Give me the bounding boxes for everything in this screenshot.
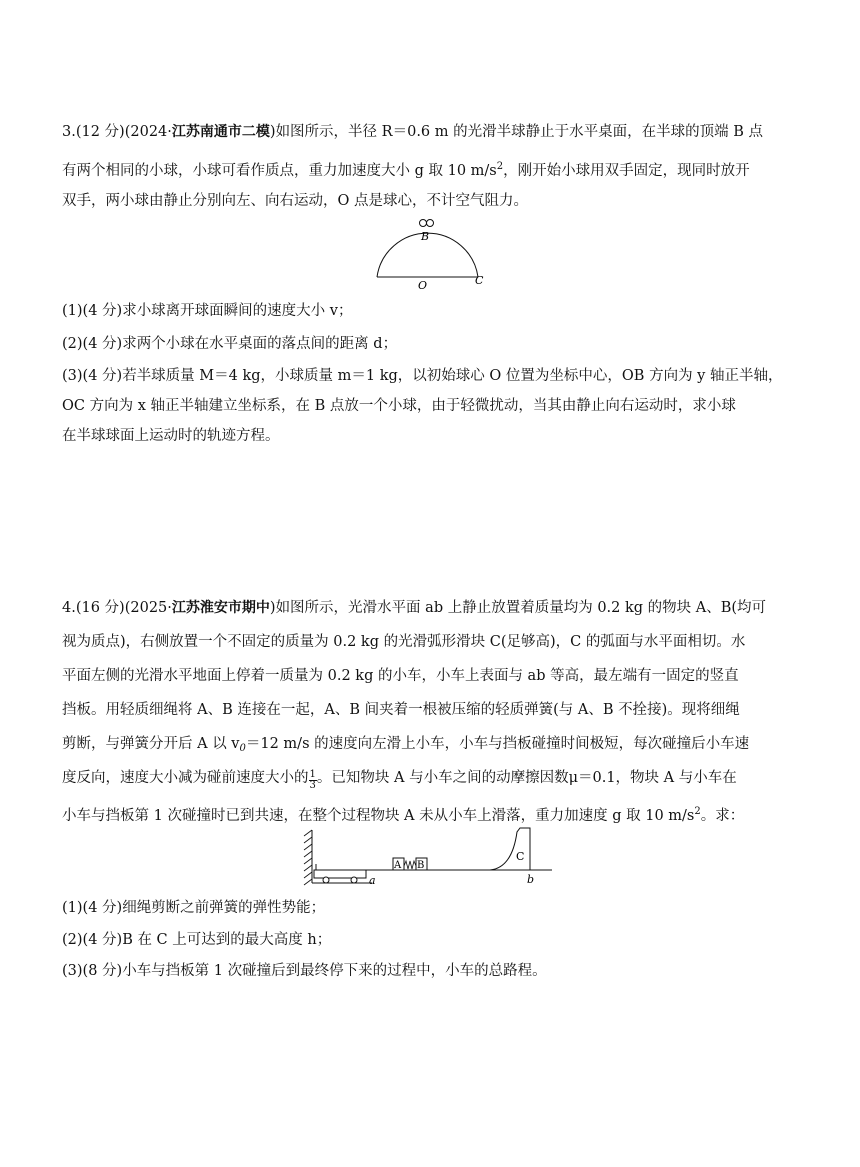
label-C: C bbox=[516, 850, 525, 863]
q4-stem-line6-a: 度反向，速度大小减为碰前速度大小的 bbox=[62, 770, 309, 786]
ball-left bbox=[420, 220, 427, 227]
q4-source: 江苏淮安市期中 bbox=[171, 600, 270, 616]
q3-number: 3. bbox=[62, 124, 76, 140]
q3-source-open: (2024· bbox=[124, 124, 172, 140]
q3-header-line bbox=[62, 122, 763, 142]
q4-stem-line7-b: 。求： bbox=[700, 808, 745, 824]
label-a: a bbox=[369, 874, 376, 887]
cart-wheel-left bbox=[323, 877, 329, 883]
q4-number: 4. bbox=[62, 600, 76, 616]
label-B: B bbox=[421, 230, 430, 243]
q3-hemisphere-figure bbox=[365, 215, 495, 293]
q4-sub1: (1)(4 分)细绳剪断之前弹簧的弹性势能； bbox=[62, 900, 326, 916]
q4-sub3: (3)(8 分)小车与挡板第 1 次碰撞后到最终停下来的过程中，小车的总路程。 bbox=[62, 963, 547, 979]
q4-score: (16 分) bbox=[75, 600, 125, 616]
q3-stem-line2 bbox=[62, 157, 750, 181]
q4-header-line bbox=[62, 598, 766, 618]
q4-stem-line5-sub: 0 bbox=[239, 743, 246, 754]
q4-stem-line7 bbox=[62, 802, 744, 826]
slider-C bbox=[490, 828, 530, 870]
label-C: C bbox=[475, 274, 484, 287]
fraction-one-third bbox=[309, 770, 317, 791]
wall-hatching bbox=[304, 830, 312, 885]
cart-wheel-right bbox=[351, 877, 357, 883]
ball-right bbox=[427, 220, 434, 227]
q4-stem-line6-b: 。已知物块 A 与小车之间的动摩擦因数μ＝0.1，物块 A 与小车在 bbox=[316, 770, 737, 786]
q3-sub2: (2)(4 分)求两个小球在水平桌面的落点间的距离 d； bbox=[62, 336, 398, 352]
q3-stem-line2-b: ，刚开始小球用双手固定，现同时放开 bbox=[503, 163, 750, 179]
q4-stem-line7-a: 小车与挡板第 1 次碰撞时已到共速，在整个过程物块 A 未从小车上滑落，重力加速度 g 取 10 m/s bbox=[62, 808, 695, 824]
q3-source: 江苏南通市二模 bbox=[171, 124, 270, 140]
q3-sub1: (1)(4 分)求小球离开球面瞬间的速度大小 v； bbox=[62, 303, 353, 319]
label-B: B bbox=[417, 860, 425, 871]
q3-stem-line1: 如图所示，半径 R＝0.6 m 的光滑半球静止于水平桌面，在半球的顶端 B 点 bbox=[275, 124, 763, 140]
label-b: b bbox=[527, 873, 535, 886]
q4-source-open: (2025· bbox=[124, 600, 172, 616]
q4-stem-line5-a: 剪断，与弹簧分开后 A 以 v bbox=[62, 736, 240, 752]
q3-stem-line2-a: 有两个相同的小球，小球可看作质点，重力加速度大小 g 取 10 m/s bbox=[62, 163, 497, 179]
q4-source-close: ) bbox=[269, 600, 276, 616]
q4-stem-line7-sup: 2 bbox=[694, 806, 701, 817]
q4-stem-line6 bbox=[62, 768, 737, 791]
label-O: O bbox=[418, 279, 428, 292]
fraction-denominator: 3 bbox=[309, 780, 316, 791]
q4-stem-line5 bbox=[62, 734, 749, 759]
spring-icon bbox=[404, 861, 416, 869]
q4-stem-line5-b: ＝12 m/s 的速度向左滑上小车，小车与挡板碰撞时间极短，每次碰撞后小车速 bbox=[245, 736, 750, 752]
q3-stem-line2-sup: 2 bbox=[496, 161, 504, 172]
fraction-numerator: 1 bbox=[309, 769, 316, 780]
q4-sub2: (2)(4 分)B 在 C 上可达到的最大高度 h； bbox=[62, 932, 332, 948]
q3-sub3-line1: (3)(4 分)若半球质量 M＝4 kg，小球质量 m＝1 kg，以初始球心 O 位置为坐标中心，OB 方向为 y 轴正半轴， bbox=[62, 368, 783, 384]
cart-body bbox=[314, 870, 366, 878]
q3-sub3-line3: 在半球球面上运动时的轨迹方程。 bbox=[62, 428, 280, 444]
q4-stem-line3: 平面左侧的光滑水平地面上停着一质量为 0.2 kg 的小车，小车上表面与 ab 等高，最左端有一固定的竖直 bbox=[62, 668, 739, 684]
q3-score: (12 分) bbox=[75, 124, 125, 140]
q4-stem-line4: 挡板。用轻质细绳将 A、B 连接在一起，A、B 间夹着一根被压缩的轻质弹簧(与 A、B 不拴接)。现将细绳 bbox=[62, 702, 740, 718]
q3-sub3-line2: OC 方向为 x 轴正半轴建立坐标系，在 B 点放一个小球，由于轻微扰动，当其由静止向右运动时，求小球 bbox=[62, 398, 736, 414]
q3-stem-line3: 双手，两小球由静止分别向左、向右运动，O 点是球心，不计空气阻力。 bbox=[62, 193, 528, 209]
q4-stem-line2: 视为质点)，右侧放置一个不固定的质量为 0.2 kg 的光滑弧形滑块 C(足够高)，C 的弧面与水平面相切。水 bbox=[62, 634, 746, 650]
label-A: A bbox=[394, 860, 402, 871]
q4-apparatus-figure bbox=[300, 826, 560, 888]
q4-stem-line1: 如图所示，光滑水平面 ab 上静止放置着质量均为 0.2 kg 的物块 A、B(均可 bbox=[275, 600, 767, 616]
q3-source-close: ) bbox=[269, 124, 276, 140]
